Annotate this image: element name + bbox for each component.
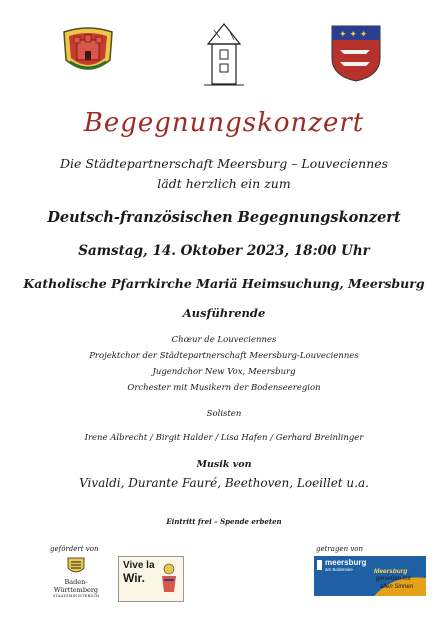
concert-name: Deutsch-französischen Begegnungskonzert	[47, 209, 401, 226]
concert-venue: Katholische Pfarrkirche Mariä Heimsuchung, Meersburg	[23, 276, 425, 291]
concert-title: Begegnungskonzert	[83, 108, 365, 138]
meersburg-sub: am Bodensee	[325, 567, 353, 572]
meersburg-brand: meersburg	[325, 558, 367, 567]
intro-line-1: Die Städtepartnerschaft Meersburg – Louveciennes	[59, 156, 389, 171]
performers-heading: Ausführende	[182, 306, 266, 320]
bw-name: Baden-Württemberg	[53, 578, 99, 594]
performer-item: Jugendchor New Vox, Meersburg	[152, 367, 296, 377]
louveciennes-crest-icon	[330, 24, 382, 82]
meersburg-crest-icon	[60, 26, 116, 78]
vivelawir-figure-icon	[158, 562, 180, 594]
svg-text:✦ ✦ ✦: ✦ ✦ ✦	[339, 30, 368, 40]
performer-item: Chœur de Louveciennes	[171, 335, 277, 345]
vivelawir-line1: Vive la	[123, 560, 155, 571]
vive-la-wir-logo	[118, 556, 184, 602]
vivelawir-line2: Wir.	[123, 571, 145, 585]
performer-item: Projektchor der Städtepartnerschaft Meersburg-Louveciennes	[89, 351, 359, 361]
soloists-list: Irene Albrecht / Birgit Halder / Lisa Hafen / Gerhard Breinlinger	[84, 433, 364, 443]
church-tower-sketch-icon	[200, 22, 248, 88]
music-heading: Musik von	[196, 459, 252, 470]
meersburg-tourism-logo	[314, 556, 426, 596]
baden-wuerttemberg-logo	[44, 556, 108, 600]
performer-item: Orchester mit Musikern der Bodenseeregion	[127, 383, 321, 393]
soloists-heading: Solisten	[206, 409, 242, 419]
admission-note: Eintritt frei – Spende erbeten	[166, 517, 282, 526]
meersburg-slogan-3: allen Sinnen	[380, 584, 414, 590]
intro-line-2: lädt herzlich ein zum	[157, 176, 291, 191]
funded-by-label: gefördert von	[50, 545, 99, 553]
concert-datetime: Samstag, 14. Oktober 2023, 18:00 Uhr	[78, 243, 370, 259]
supported-by-label: getragen von	[316, 545, 363, 553]
bw-sub: STAATSMINISTERIUM	[52, 594, 100, 598]
composers-list: Vivaldi, Durante Fauré, Beethoven, Loeillet u.a.	[79, 476, 369, 490]
meersburg-slogan-1: Meersburg	[374, 568, 408, 575]
bw-lions-icon	[65, 556, 87, 576]
meersburg-slogan-2: genießen mit	[376, 576, 411, 582]
